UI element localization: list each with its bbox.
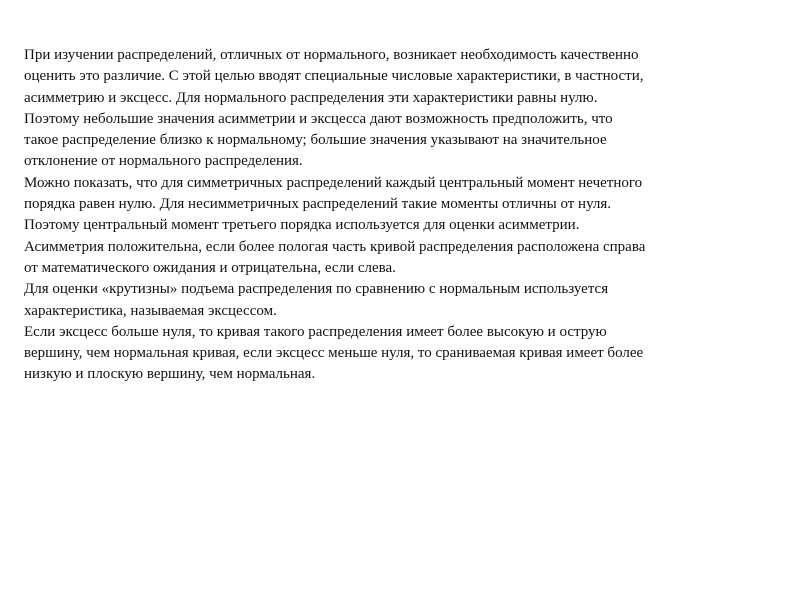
text-line: характеристика, называемая эксцессом.: [24, 302, 277, 319]
text-line: низкую и плоскую вершину, чем нормальная.: [24, 366, 316, 383]
text-line: такое распределение близко к нормальному; большие значения указывают на значительное: [24, 132, 607, 149]
text-line: вершину, чем нормальная кривая, если эксцесс меньше нуля, то сраниваемая кривая имеет более: [24, 345, 644, 362]
text-line: Можно показать, что для симметричных распределений каждый центральный момент нечетного: [24, 174, 643, 191]
text-line: порядка равен нулю. Для несимметричных распределений такие моменты отличны от нуля.: [24, 196, 612, 213]
text-line: Поэтому центральный момент третьего порядка используется для оценки асимметрии.: [24, 217, 580, 234]
text-line: от математического ожидания и отрицательна, если слева.: [24, 259, 396, 276]
body-text: [24, 45, 764, 386]
text-line: Поэтому небольшие значения асимметрии и эксцесса дают возможность предположить, что: [24, 110, 613, 127]
text-line: При изучении распределений, отличных от нормального, возникает необходимость качественно: [24, 47, 639, 63]
text-line: асимметрию и эксцесс. Для нормального распределения эти характеристики равны нулю.: [24, 89, 598, 106]
text-line: оценить это различие. С этой целью вводят специальные числовые характеристики, в частности,: [24, 68, 644, 85]
text-line: отклонение от нормального распределения.: [24, 153, 303, 170]
text-line: Асимметрия положительна, если более пологая часть кривой распределения расположена справа: [24, 238, 646, 255]
text-line: Для оценки «крутизны» подъема распределения по сравнению с нормальным используется: [24, 281, 609, 298]
text-line: Если эксцесс больше нуля, то кривая такого распределения имеет более высокую и острую: [24, 323, 607, 340]
